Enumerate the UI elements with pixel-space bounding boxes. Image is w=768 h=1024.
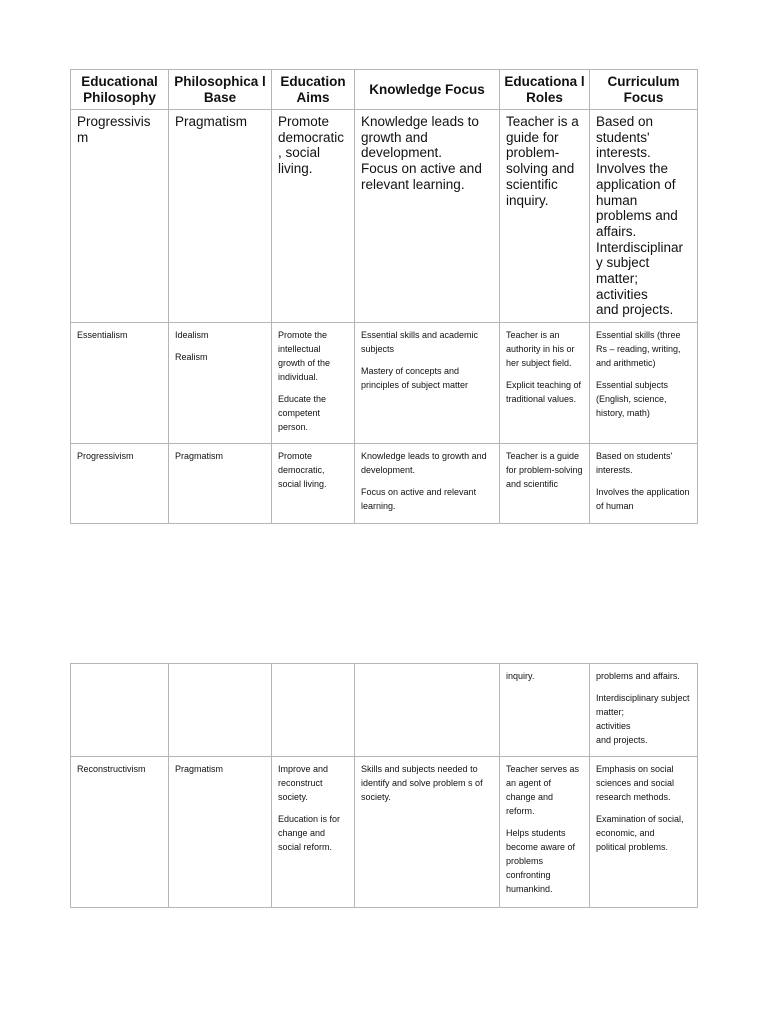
cell-base [169,323,272,444]
cell-philosophy: Reconstructivism [71,757,169,908]
cell-base [169,664,272,757]
header-row [71,70,698,110]
cell-knowledge [355,664,500,757]
cell-roles: Teacher is a guide for problem-solving and scientific [500,444,590,524]
cell-knowledge: Knowledge leads to growth and development. Focus on active and relevant learning. [355,110,500,323]
cell-paragraph: Mastery of concepts and principles of subject matter [361,366,469,391]
philosophy-table-page2 [70,663,698,908]
cell-paragraph: Idealism [175,330,209,341]
cell-philosophy: Progressivism [71,444,169,524]
cell-curriculum [590,323,698,444]
cell-paragraph: Helps students become aware of problems confronting humankind. [506,828,576,894]
cell-paragraph: Examination of social, economic, and political problems. [596,814,684,852]
table-row [71,110,698,323]
header-curriculum-focus: Curriculum Focus [590,70,698,110]
cell-philosophy: Essentialism [71,323,169,444]
cell-aims: Promote democratic, social living. [272,444,355,524]
cell-roles [500,757,590,908]
cell-paragraph: Educate the competent person. [278,394,327,433]
header-educational-philosophy: Educational Philosophy [71,70,169,110]
cell-philosophy: Progressivis m [71,110,169,323]
cell-paragraph: Involves the application of human [596,487,690,512]
header-knowledge-focus: Knowledge Focus [355,70,500,110]
cell-paragraph: Essential skills (three Rs – reading, writing, and arithmetic) [596,330,681,369]
philosophy-table-page1 [70,69,698,524]
cell-paragraph: Focus on active and relevant learning. [361,487,477,512]
cell-paragraph: Promote the intellectual growth of the individual. [278,330,331,383]
cell-paragraph: Teacher serves as an agent of change and reform. [506,764,580,816]
cell-roles: inquiry. [500,664,590,757]
cell-paragraph: Based on students' interests. [596,451,673,476]
table-row [71,323,698,444]
cell-aims: Promote democratic , social living. [272,110,355,323]
cell-base: Pragmatism [169,757,272,908]
cell-curriculum: Based on students' interests. Involves the application of human problems and affairs. Interdisciplinar y subject matter; activities and projects. [590,110,698,323]
cell-paragraph: Realism [175,352,208,363]
header-education-aims: Education Aims [272,70,355,110]
cell-paragraph: Interdisciplinary subject matter; activities and projects. [596,693,690,745]
cell-paragraph: Emphasis on social sciences and social research methods. [596,764,675,802]
table-row [71,757,698,908]
cell-curriculum [590,757,698,908]
cell-curriculum [590,444,698,524]
cell-aims [272,323,355,444]
cell-philosophy [71,664,169,757]
cell-paragraph: Improve and reconstruct society. [278,764,329,802]
cell-knowledge [355,323,500,444]
header-educational-roles: Educationa l Roles [500,70,590,110]
table-row [71,664,698,757]
cell-roles: Teacher is a guide for problem-solving and scientific inquiry. [500,110,590,323]
cell-paragraph: Essential skills and academic subjects [361,330,479,355]
cell-paragraph: Teacher is an authority in his or her subject field. [506,330,575,369]
cell-paragraph: Essential subjects (English, science, history, math) [596,380,669,419]
cell-aims [272,757,355,908]
cell-knowledge: Skills and subjects needed to identify and solve problem s of society. [355,757,500,908]
cell-base: Pragmatism [169,110,272,323]
cell-curriculum [590,664,698,757]
table-row [71,444,698,524]
cell-aims [272,664,355,757]
cell-paragraph: Education is for change and social reform. [278,814,341,852]
cell-paragraph: Knowledge leads to growth and development. [361,451,487,476]
cell-paragraph: Explicit teaching of traditional values. [506,380,582,405]
cell-base: Pragmatism [169,444,272,524]
header-philosophical-base: Philosophica l Base [169,70,272,110]
cell-knowledge [355,444,500,524]
cell-paragraph: problems and affairs. [596,671,680,681]
cell-roles [500,323,590,444]
